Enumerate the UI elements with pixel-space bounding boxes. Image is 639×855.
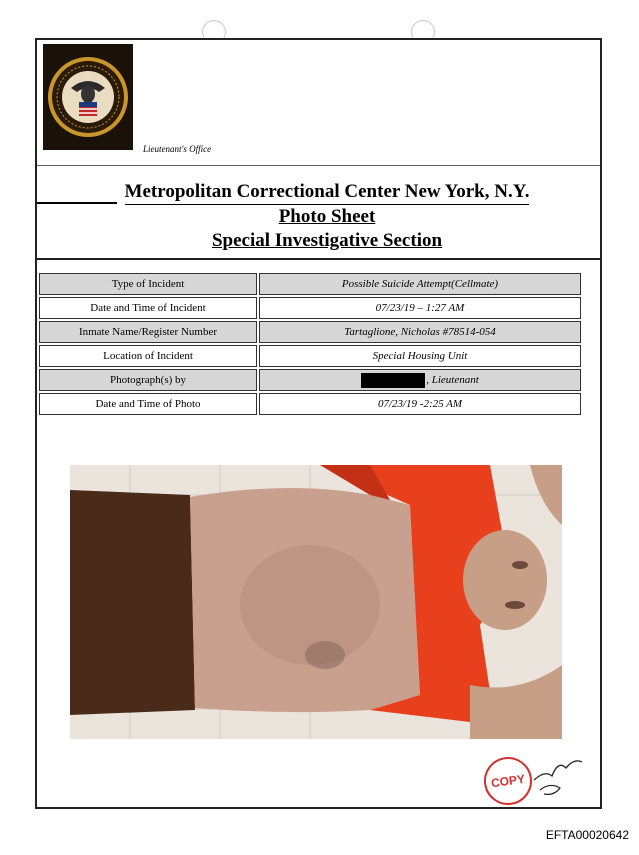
row-label: Type of Incident bbox=[39, 273, 257, 295]
row-label: Photograph(s) by bbox=[39, 369, 257, 391]
row-value: 07/23/19 -2:25 AM bbox=[259, 393, 581, 415]
section-title: Special Investigative Section bbox=[211, 230, 443, 251]
incident-info-table bbox=[39, 273, 581, 417]
row-value: Tartaglione, Nicholas #78514-054 bbox=[259, 321, 581, 343]
row-label: Location of Incident bbox=[39, 345, 257, 367]
table-row bbox=[39, 345, 581, 367]
row-label: Date and Time of Incident bbox=[39, 297, 257, 319]
row-label: Inmate Name/Register Number bbox=[39, 321, 257, 343]
facility-title: Metropolitan Correctional Center New York, N.Y. bbox=[67, 180, 587, 205]
table-row bbox=[39, 273, 581, 295]
sheet-titles bbox=[67, 180, 587, 253]
table-row bbox=[39, 393, 581, 415]
header-divider bbox=[37, 165, 600, 166]
row-value: Possible Suicide Attempt(Cellmate) bbox=[259, 273, 581, 295]
doj-bop-seal-logo bbox=[43, 44, 133, 150]
sheet-header bbox=[37, 40, 600, 260]
table-row bbox=[39, 369, 581, 391]
photo-sheet-page bbox=[35, 38, 602, 809]
row-value: Special Housing Unit bbox=[259, 345, 581, 367]
row-value: , Lieutenant bbox=[259, 369, 581, 391]
copy-stamp: COPY bbox=[481, 754, 535, 808]
table-row bbox=[39, 321, 581, 343]
office-label: Lieutenant's Office bbox=[143, 144, 212, 154]
handwritten-initials bbox=[530, 750, 590, 800]
document-id: EFTA00020642 bbox=[545, 828, 629, 842]
incident-photo bbox=[70, 465, 562, 739]
row-label: Date and Time of Photo bbox=[39, 393, 257, 415]
table-row bbox=[39, 297, 581, 319]
photo-sheet-title: Photo Sheet bbox=[278, 206, 376, 227]
row-value: 07/23/19 – 1:27 AM bbox=[259, 297, 581, 319]
redaction-block bbox=[361, 373, 425, 388]
